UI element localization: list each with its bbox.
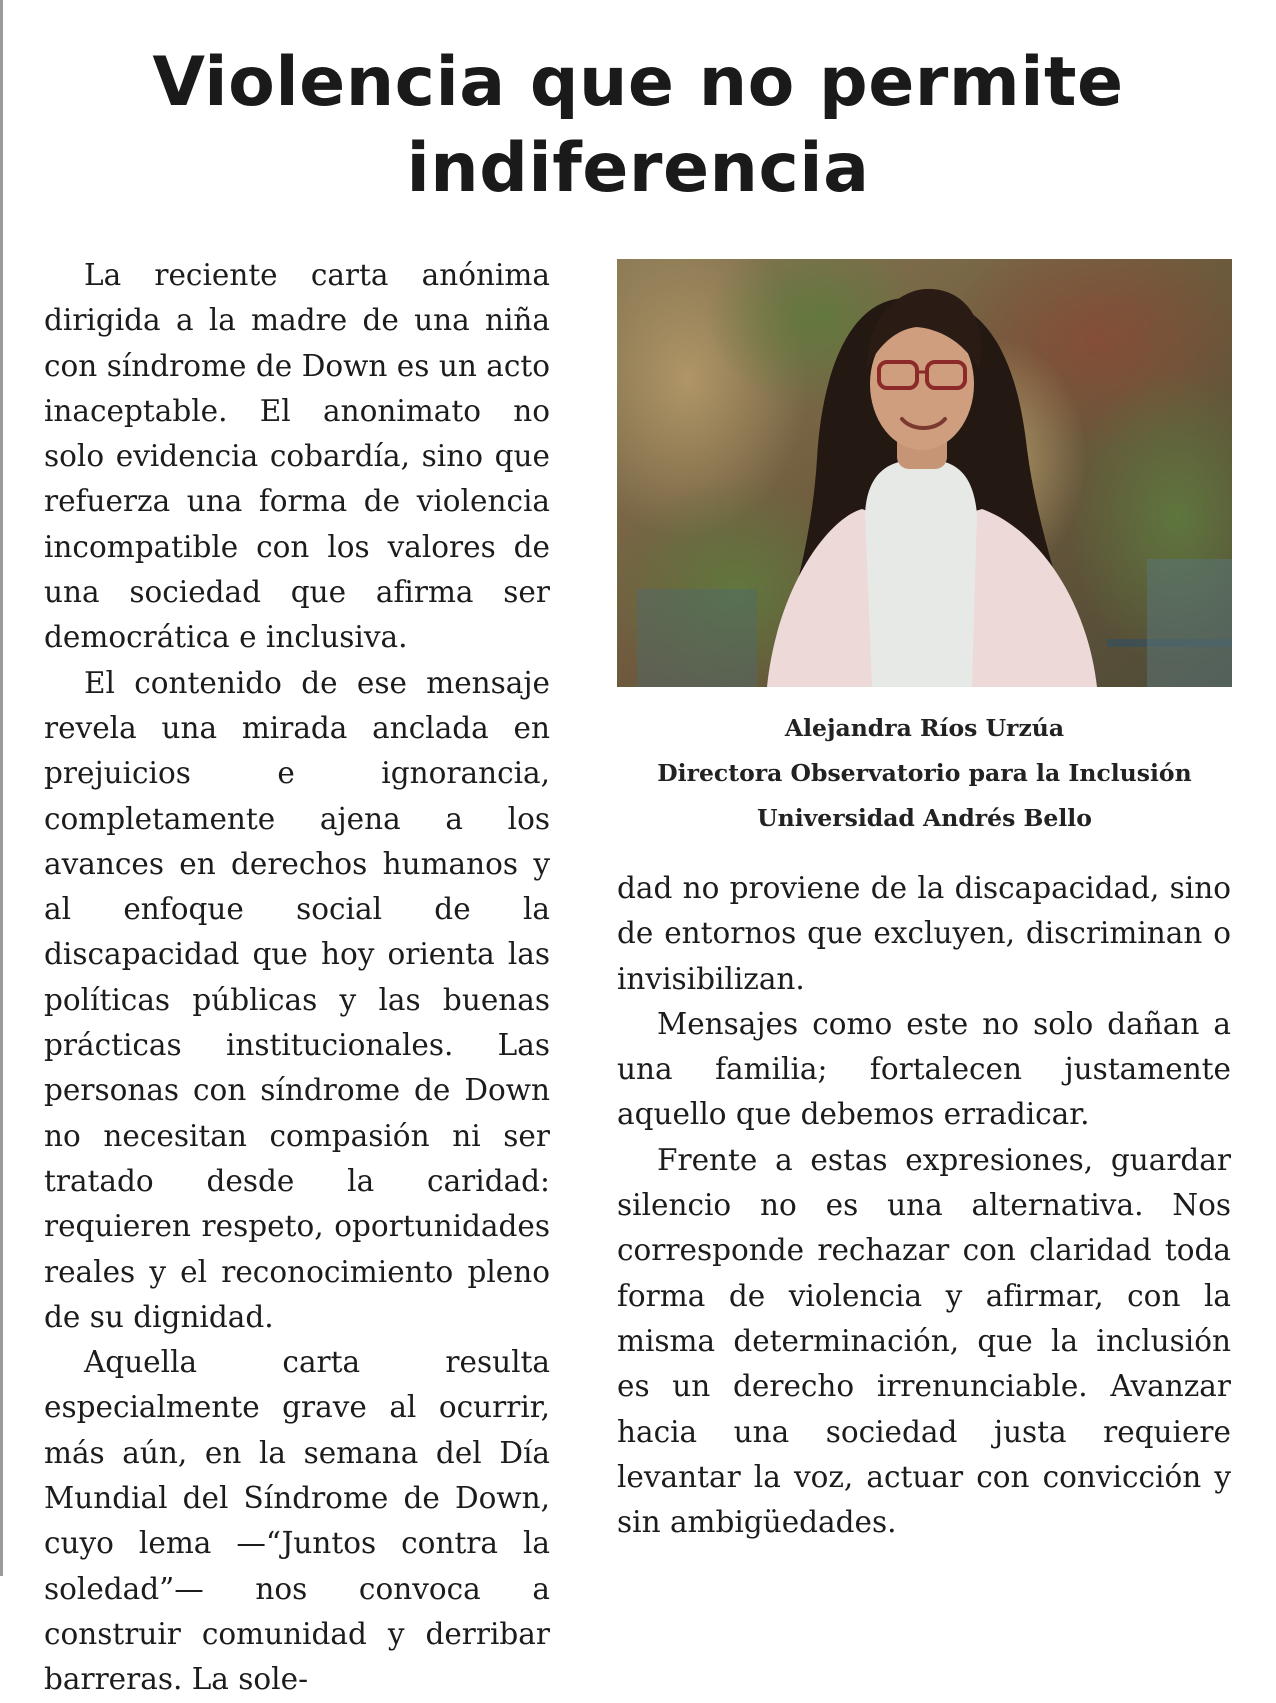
- paragraph-1: La reciente carta anónima dirigida a la madre de una niña con síndrome de Down es un acto inaceptable. El anonimato no solo evidencia cobardía, sino que refuerza una forma de violencia incompatible con los valores de una sociedad que afirma ser democrática e inclusiva.: [44, 258, 550, 655]
- author-portrait-illustration: [617, 259, 1232, 687]
- paragraph-3: Aquella carta resulta especialmente grave al ocurrir, más aún, en la semana del Día Mundial del Síndrome de Down, cuyo lema —“Juntos contra la soledad”— nos convoca a construir comunidad y derribar barreras. La sole-: [44, 1345, 550, 1697]
- photo-caption: [617, 706, 1232, 841]
- paragraph-3-continued: dad no proviene de la discapacidad, sino de entornos que excluyen, discriminan o invisibilizan.: [617, 871, 1231, 996]
- paragraph-4: Mensajes como este no solo dañan a una familia; fortalecen justamente aquello que debemos erradicar.: [617, 1006, 1231, 1132]
- author-portrait-photo: [617, 259, 1232, 687]
- author-role: Directora Observatorio para la Inclusión: [657, 759, 1192, 787]
- paragraph-5: Frente a estas expresiones, guardar silencio no es una alternativa. Nos corresponde rechazar con claridad toda forma de violencia y afirmar, con la misma determinación, que la inclusión es un derecho irrenunciable. Avanzar hacia una sociedad justa requiere levantar la voz, actuar con convicción y sin ambigüedades.: [617, 1142, 1231, 1540]
- article-headline: Violencia que no permite indiferencia: [152, 43, 1124, 208]
- paragraph-2: El contenido de ese mensaje revela una mirada anclada en prejuicios e ignorancia, completamente ajena a los avances en derechos humanos y al enfoque social de la discapacidad que hoy orienta las políticas públicas y las buenas prácticas institucionales. Las personas con síndrome de Down no necesitan compasión ni ser tratado desde la caridad: requieren respeto, oportunidades reales y el reconocimiento pleno de su dignidad.: [44, 665, 550, 1334]
- right-text-column: [617, 866, 1231, 1545]
- left-text-column: [44, 253, 550, 1703]
- author-institution: Universidad Andrés Bello: [757, 804, 1092, 832]
- author-name: Alejandra Ríos Urzúa: [784, 714, 1065, 742]
- page-edge-rule: [0, 0, 3, 1576]
